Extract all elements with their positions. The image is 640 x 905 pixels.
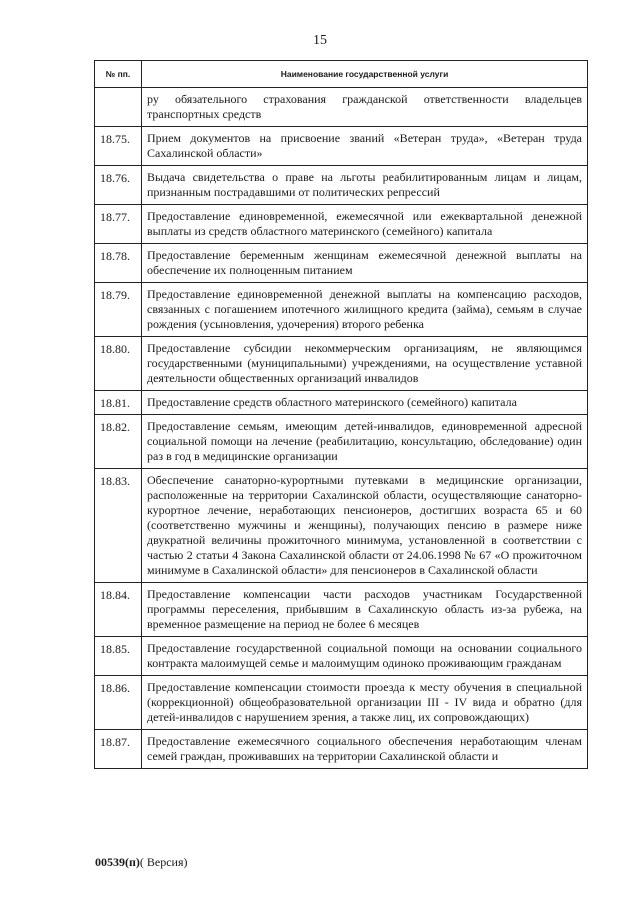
service-name: Предоставление субсидии некоммерческим организациям, не являющимся государственными (муниципальными) учреждениями, на осуществление уставной деятельности общественных организаций инвалидов	[142, 337, 588, 391]
row-number: 18.84.	[95, 583, 142, 637]
service-name: Предоставление семьям, имеющим детей-инвалидов, единовременной адресной социальной помощи на лечение (реабилитацию, консультацию, обследование) один раз в год в медицинские организации	[142, 415, 588, 469]
row-number: 18.87.	[95, 730, 142, 769]
service-name: Предоставление беременным женщинам ежемесячной денежной выплаты на обеспечение их полноценным питанием	[142, 244, 588, 283]
service-name: Предоставление средств областного материнского (семейного) капитала	[142, 391, 588, 415]
footer-code: 00539(п)	[95, 855, 140, 869]
row-number: 18.85.	[95, 637, 142, 676]
footer-version: ( Версия)	[139, 855, 188, 869]
table-row	[95, 391, 588, 415]
table-header-row	[95, 61, 588, 88]
table-row	[95, 166, 588, 205]
row-number: 18.77.	[95, 205, 142, 244]
table-row	[95, 127, 588, 166]
row-number: 18.86.	[95, 676, 142, 730]
row-number: 18.82.	[95, 415, 142, 469]
service-name: Предоставление компенсации стоимости проезда к месту обучения в специальной (коррекционной) общеобразовательной организации III - IV вида и обратно (для детей-инвалидов с нарушением зрения, а также лиц, их сопровождающих)	[142, 676, 588, 730]
row-number: 18.78.	[95, 244, 142, 283]
service-name: Предоставление ежемесячного социального обеспечения неработающим членам семей граждан, проживавших на территории Сахалинской области и	[142, 730, 588, 769]
page-number: 15	[313, 33, 327, 48]
service-name: Предоставление единовременной денежной выплаты на компенсацию расходов, связанных с погашением ипотечного жилищного кредита (займа), семьям в случае рождения (усыновления, удочерения) второго ребенка	[142, 283, 588, 337]
row-number: 18.79.	[95, 283, 142, 337]
table-row	[95, 337, 588, 391]
table-row	[95, 676, 588, 730]
service-name: Обеспечение санаторно-курортными путевками в медицинские организации, расположенные на территории Сахалинской области, осуществляющие санаторно-курортное лечение, неработающих пенсионеров, достигших возраста 65 и 60 (соответственно мужчины и женщины), получающих пенсию в размере ниже двукратной величины прожиточного минимума, установленной в соответствии с частью 2 статьи 4 Закона Сахалинской области от 24.06.1998 № 67 «О прожиточном минимуме в Сахалинской области» для пенсионеров в Сахалинской области	[142, 469, 588, 583]
header-service-name: Наименование государственной услуги	[142, 61, 588, 88]
row-number: 18.75.	[95, 127, 142, 166]
service-name: Прием документов на присвоение званий «Ветеран труда», «Ветеран труда Сахалинской области»	[142, 127, 588, 166]
row-number	[95, 88, 142, 127]
row-number: 18.83.	[95, 469, 142, 583]
table-row	[95, 244, 588, 283]
service-name: Предоставление единовременной, ежемесячной или ежеквартальной денежной выплаты из средств областного материнского (семейного) капитала	[142, 205, 588, 244]
services-table	[94, 60, 588, 769]
row-number: 18.81.	[95, 391, 142, 415]
header-num: № пп.	[95, 61, 142, 88]
document-footer	[95, 855, 188, 870]
row-number: 18.80.	[95, 337, 142, 391]
service-name: Предоставление государственной социальной помощи на основании социального контракта малоимущей семье и малоимущим одиноко проживающим гражданам	[142, 637, 588, 676]
table-row	[95, 415, 588, 469]
service-name: Выдача свидетельства о праве на льготы реабилитированным лицам и лицам, признанным пострадавшими от политических репрессий	[142, 166, 588, 205]
table-row	[95, 730, 588, 769]
row-number: 18.76.	[95, 166, 142, 205]
table-row	[95, 583, 588, 637]
table-row	[95, 205, 588, 244]
service-name: Предоставление компенсации части расходов участникам Государственной программы переселения, прибывшим в Сахалинскую область из-за рубежа, на временное размещение на период не более 6 месяцев	[142, 583, 588, 637]
table-row	[95, 469, 588, 583]
table-row	[95, 283, 588, 337]
table-row	[95, 88, 588, 127]
service-name: ру обязательного страхования гражданской ответственности владельцев транспортных средств	[142, 88, 588, 127]
table-row	[95, 637, 588, 676]
